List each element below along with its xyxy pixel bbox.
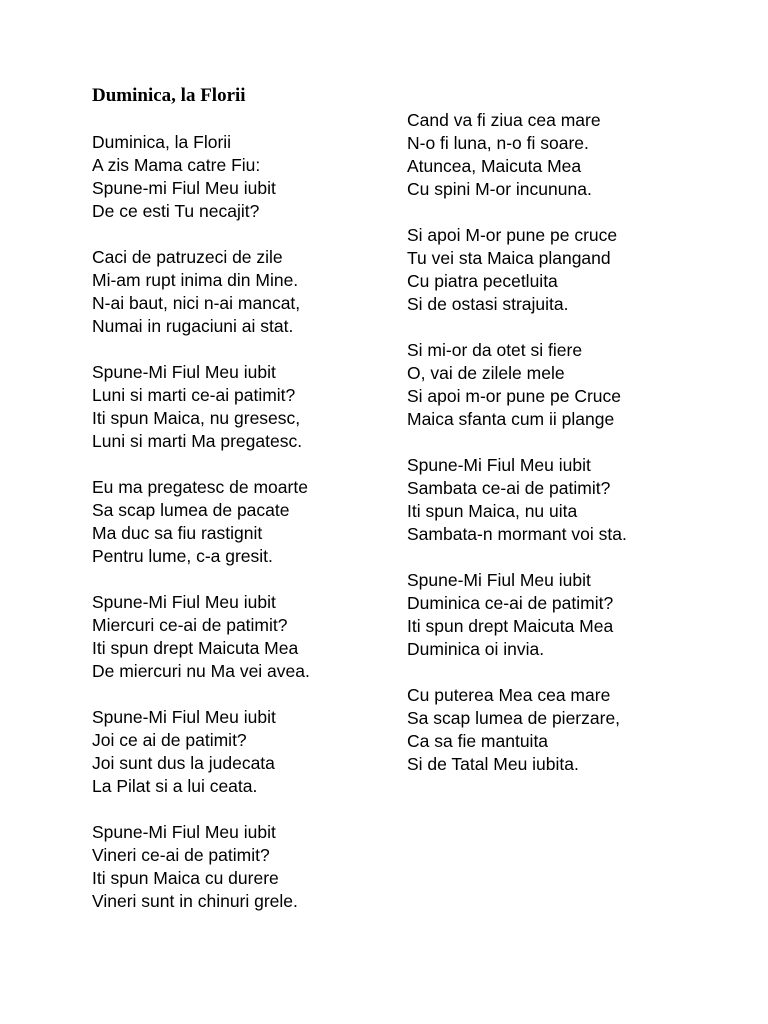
poem-line: Si apoi m-or pune pe Cruce: [407, 386, 621, 406]
poem-line: N-ai baut, nici n-ai mancat,: [92, 293, 301, 313]
poem-line: La Pilat si a lui ceata.: [92, 776, 258, 796]
poem-line: Iti spun Maica, nu uita: [407, 501, 578, 521]
poem-stanza: [92, 246, 310, 338]
poem-stanza: [407, 339, 627, 431]
poem-line: Si mi-or da otet si fiere: [407, 340, 583, 360]
poem-line: Spune-mi Fiul Meu iubit: [92, 178, 276, 198]
poem-line: Iti spun Maica, nu gresesc,: [92, 408, 301, 428]
poem-line: Si de ostasi strajuita.: [407, 294, 569, 314]
poem-stanza: [92, 706, 310, 798]
poem-line: Joi sunt dus la judecata: [92, 753, 275, 773]
poem-stanza: [92, 591, 310, 683]
poem-line: Vineri ce-ai de patimit?: [92, 845, 270, 865]
poem-line: Joi ce ai de patimit?: [92, 730, 247, 750]
poem-stanza: [92, 361, 310, 453]
poem-line: Sa scap lumea de pierzare,: [407, 708, 621, 728]
poem-line: A zis Mama catre Fiu:: [92, 155, 261, 175]
poem-line: De miercuri nu Ma vei avea.: [92, 661, 310, 681]
poem-line: Spune-Mi Fiul Meu iubit: [92, 362, 276, 382]
poem-line: De ce esti Tu necajit?: [92, 201, 260, 221]
poem-line: Cu piatra pecetluita: [407, 271, 558, 291]
poem-line: Vineri sunt in chinuri grele.: [92, 891, 298, 911]
poem-stanza: [92, 821, 310, 913]
poem-line: Sa scap lumea de pacate: [92, 500, 290, 520]
poem-line: Eu ma pregatesc de moarte: [92, 477, 308, 497]
poem-line: Ca sa fie mantuita: [407, 731, 549, 751]
poem-stanza: [407, 569, 627, 661]
poem-stanza: [92, 131, 310, 223]
poem-line: Iti spun drept Maicuta Mea: [407, 616, 614, 636]
poem-line: Spune-Mi Fiul Meu iubit: [407, 570, 591, 590]
poem-line: Ma duc sa fiu rastignit: [92, 523, 263, 543]
poem-line: Tu vei sta Maica plangand: [407, 248, 611, 268]
poem-line: Numai in rugaciuni ai stat.: [92, 316, 294, 336]
poem-line: Duminica ce-ai de patimit?: [407, 593, 614, 613]
poem-line: Spune-Mi Fiul Meu iubit: [92, 822, 276, 842]
poem-stanza: [407, 454, 627, 546]
poem-line: Maica sfanta cum ii plange: [407, 409, 615, 429]
poem-line: N-o fi luna, n-o fi soare.: [407, 133, 589, 153]
poem-line: Iti spun drept Maicuta Mea: [92, 638, 299, 658]
poem-column-left: [92, 131, 310, 913]
poem-line: Caci de patruzeci de zile: [92, 247, 283, 267]
poem-line: O, vai de zilele mele: [407, 363, 565, 383]
poem-line: Sambata-n mormant voi sta.: [407, 524, 627, 544]
poem-stanza: [92, 476, 310, 568]
poem-title: Duminica, la Florii: [92, 85, 246, 106]
poem-line: Luni si marti Ma pregatesc.: [92, 431, 303, 451]
poem-line: Luni si marti ce-ai patimit?: [92, 385, 296, 405]
poem-column-right: [407, 109, 627, 776]
poem-line: Cand va fi ziua cea mare: [407, 110, 601, 130]
poem-line: Spune-Mi Fiul Meu iubit: [92, 707, 276, 727]
poem-line: Cu spini M-or incununa.: [407, 179, 592, 199]
poem-line: Iti spun Maica cu durere: [92, 868, 279, 888]
poem-line: Cu puterea Mea cea mare: [407, 685, 611, 705]
poem-line: Si de Tatal Meu iubita.: [407, 754, 579, 774]
poem-line: Duminica, la Florii: [92, 132, 232, 152]
poem-line: Spune-Mi Fiul Meu iubit: [407, 455, 591, 475]
poem-line: Atuncea, Maicuta Mea: [407, 156, 582, 176]
poem-line: Sambata ce-ai de patimit?: [407, 478, 611, 498]
poem-stanza: [407, 109, 627, 201]
poem-stanza: [407, 684, 627, 776]
poem-line: Mi-am rupt inima din Mine.: [92, 270, 299, 290]
poem-line: Si apoi M-or pune pe cruce: [407, 225, 618, 245]
poem-line: Duminica oi invia.: [407, 639, 545, 659]
poem-line: Pentru lume, c-a gresit.: [92, 546, 273, 566]
poem-stanza: [407, 224, 627, 316]
poem-line: Spune-Mi Fiul Meu iubit: [92, 592, 276, 612]
poem-line: Miercuri ce-ai de patimit?: [92, 615, 288, 635]
